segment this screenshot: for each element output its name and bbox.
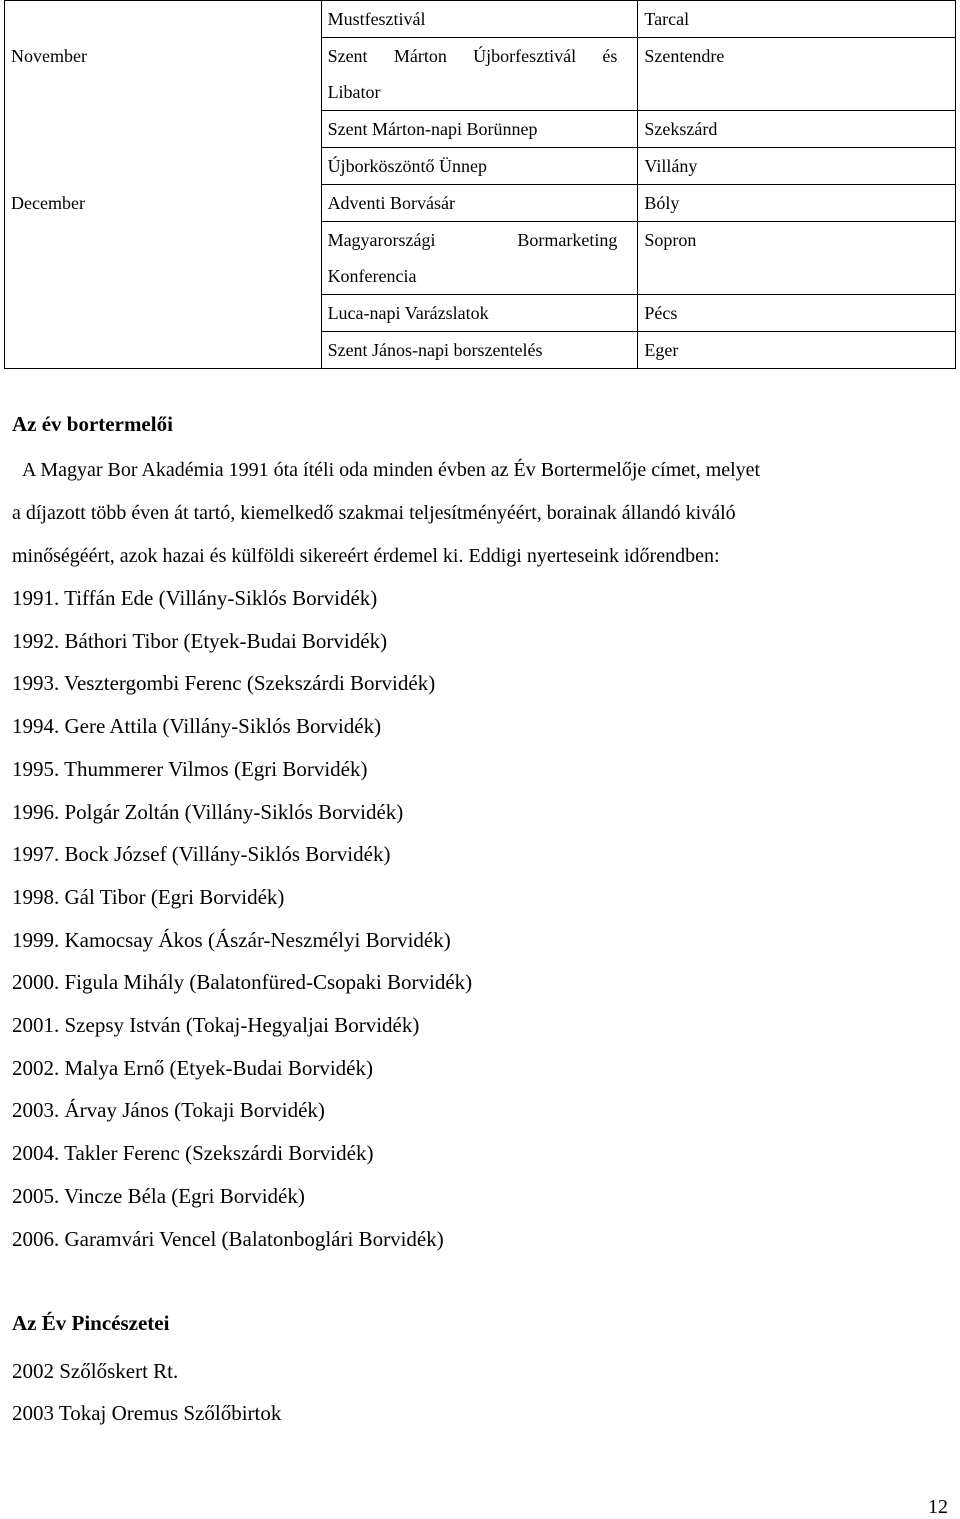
- event-row: [5, 185, 956, 222]
- event-line: [328, 38, 638, 74]
- cellar-item: 2002 Szőlőskert Rt.: [12, 1359, 179, 1383]
- month-cell: [5, 1, 322, 38]
- month-cell: December: [5, 185, 322, 222]
- place-cell: Sopron: [638, 222, 956, 295]
- event-row: [5, 222, 956, 295]
- event-line: [328, 222, 638, 258]
- intro-line: a díjazott több éven át tartó, kiemelkedő szakmai teljesítményéért, borainak állandó kiváló: [12, 502, 736, 524]
- place-cell: Eger: [638, 332, 956, 369]
- producers-heading: Az év bortermelői: [12, 412, 173, 436]
- event-cell: Újborköszöntő Ünnep: [321, 148, 638, 185]
- event-line: Libator: [327, 82, 381, 102]
- event-word: Szent: [327, 46, 368, 66]
- place-cell: Tarcal: [638, 1, 956, 38]
- winners-list: [12, 577, 472, 1260]
- winner-item: 2005. Vincze Béla (Egri Borvidék): [12, 1183, 305, 1208]
- winner-item: 2001. Szepsy István (Tokaj-Hegyaljai Borvidék): [12, 1013, 420, 1038]
- event-cell: Luca-napi Varázslatok: [321, 295, 638, 332]
- event-word: Magyarországi: [327, 230, 436, 250]
- event-row: [5, 148, 956, 185]
- event-cell: Szent János-napi borszentelés: [321, 332, 638, 369]
- month-cell: [5, 111, 322, 148]
- events-table: [4, 0, 956, 369]
- event-row: [5, 295, 956, 332]
- event-word: és: [602, 46, 618, 66]
- winner-item: 2003. Árvay János (Tokaji Borvidék): [12, 1098, 325, 1123]
- place-cell: Pécs: [638, 295, 956, 332]
- event-row: [5, 332, 956, 369]
- winner-item: 1995. Thummerer Vilmos (Egri Borvidék): [12, 756, 368, 781]
- winner-item: 2000. Figula Mihály (Balatonfüred-Csopaki Borvidék): [12, 970, 473, 995]
- place-cell: Szekszárd: [638, 111, 956, 148]
- event-word: Újborfesztivál: [473, 46, 577, 66]
- winner-item: 1993. Vesztergombi Ferenc (Szekszárdi Borvidék): [12, 671, 436, 696]
- intro-line: minőségéért, azok hazai és külföldi sikereért érdemel ki. Eddigi nyerteseink időrendben:: [12, 545, 720, 567]
- event-row: [5, 111, 956, 148]
- place-cell: Villány: [638, 148, 956, 185]
- winner-item: 1992. Báthori Tibor (Etyek-Budai Borvidék): [12, 628, 388, 653]
- month-cell: [5, 148, 322, 185]
- month-cell: [5, 332, 322, 369]
- event-cell: Mustfesztivál: [321, 1, 638, 38]
- producers-intro: [12, 449, 942, 578]
- month-cell: [5, 222, 322, 295]
- winner-item: 1991. Tiffán Ede (Villány-Siklós Borvidék): [12, 586, 378, 610]
- winner-item: 1994. Gere Attila (Villány-Siklós Borvidék): [12, 714, 382, 739]
- event-word: Bormarketing: [517, 230, 618, 250]
- event-line: Konferencia: [327, 266, 417, 286]
- event-word: Márton: [393, 46, 447, 66]
- page-number: 12: [928, 1496, 948, 1518]
- winner-item: 2004. Takler Ferenc (Szekszárdi Borvidék): [12, 1141, 374, 1166]
- event-cell: Adventi Borvásár: [321, 185, 638, 222]
- event-cell: Szent Márton-napi Borünnep: [321, 111, 638, 148]
- cellar-item: 2003 Tokaj Oremus Szőlőbirtok: [12, 1401, 282, 1425]
- intro-line: A Magyar Bor Akadémia 1991 óta ítéli oda minden évben az Év Bortermelője címet, melyet: [22, 459, 761, 481]
- month-cell: November: [5, 38, 322, 111]
- winner-item: 2006. Garamvári Vencel (Balatonboglári Borvidék): [12, 1226, 444, 1251]
- place-cell: Bóly: [638, 185, 956, 222]
- month-cell: [5, 295, 322, 332]
- winner-item: 2002. Malya Ernő (Etyek-Budai Borvidék): [12, 1055, 373, 1080]
- winner-item: 1998. Gál Tibor (Egri Borvidék): [12, 884, 285, 909]
- winner-item: 1999. Kamocsay Ákos (Ászár-Neszmélyi Borvidék): [12, 927, 451, 952]
- cellars-list: [12, 1350, 281, 1434]
- event-cell: [321, 38, 638, 111]
- cellars-heading: Az Év Pincészetei: [12, 1311, 170, 1335]
- place-cell: Szentendre: [638, 38, 956, 111]
- event-cell: [321, 222, 638, 295]
- event-row: [5, 38, 956, 111]
- event-row: [5, 1, 956, 38]
- winner-item: 1997. Bock József (Villány-Siklós Borvidék): [12, 842, 391, 867]
- winner-item: 1996. Polgár Zoltán (Villány-Siklós Borvidék): [12, 799, 404, 824]
